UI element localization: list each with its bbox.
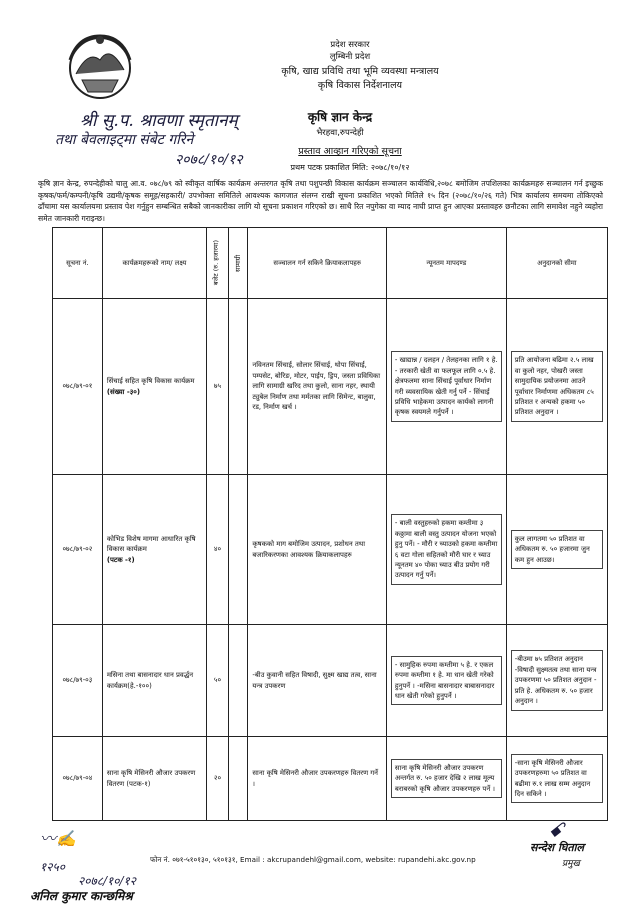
- col-header-sn: सूचना नं.: [53, 228, 103, 299]
- row-activities: साना कृषि मेसिनरी औजार उपकरणहरु वितरण गर्ने ।: [248, 737, 387, 821]
- header-location: भैरहवा,रुपन्देही: [316, 128, 364, 138]
- row-criteria: [386, 625, 506, 737]
- row-criteria-text: - सामुहिक रुपमा कम्तीमा ५ हे. र एकल रुपमा कम्तीमा १ हे. मा धान खेती गरेको हुनुपर्ने । -मसिना बासनादार बाबासनादार धान खेती गरेको हुनुपर्ने ।: [391, 656, 502, 706]
- row-program-target: (संख्या -३०): [106, 387, 141, 396]
- row-program: [102, 475, 206, 625]
- row-budget: ७५: [207, 299, 229, 475]
- nepal-emblem-icon: [62, 30, 138, 102]
- header-directorate: कृषि विकास निर्देशनालय: [317, 80, 403, 91]
- table-header-row: [53, 228, 608, 299]
- notice-title: प्रस्ताव आव्हान गरिएको सूचना: [298, 146, 402, 157]
- row-other: [228, 475, 247, 625]
- row-budget: ४०: [207, 475, 229, 625]
- col-header-program: कार्यक्रमहरूको नाम/ लक्ष्य: [102, 228, 206, 299]
- row-grant-text: -बीउमा ७५ प्रतिशत अनुदान -विषादी सुक्ष्मतत्व तथा साना यन्त्र उपकरणमा ५० प्रतिशत अनुदान - प्रति हे. अधिकतम रु. ५० हजार अनुदान ।: [511, 650, 603, 710]
- col-header-budget: [207, 228, 229, 299]
- row-grant: [506, 475, 607, 625]
- row-grant-text: कुल लागतमा ५० प्रतिशत वा अधिकतम रु. ५० हजारमा जुन कम हुन आउछ।: [511, 530, 603, 569]
- col-header-other-text: सामाग्री: [233, 254, 242, 272]
- col-header-criteria: न्यूनतम मापदण्ड: [386, 228, 506, 299]
- header-line2: लुम्बिनी प्रदेश: [329, 52, 371, 62]
- row-program-target: (पटक -१): [106, 555, 135, 564]
- row-budget: ५०: [207, 625, 229, 737]
- col-header-other: [228, 228, 247, 299]
- row-program-name: साना कृषि मेसिनरी औजार उपकरण वितरण (पटक-१): [106, 769, 196, 788]
- row-criteria: [386, 737, 506, 821]
- row-other: [228, 299, 247, 475]
- handwritten-date: २०७८/१०/१२: [175, 152, 243, 168]
- row-sn: ०७८/७९-०४: [53, 737, 103, 821]
- row-program-name: सिंचाई सहित कृषि विकास कार्यक्रम: [106, 377, 195, 386]
- right-signature-name: सन्देश घिताल: [530, 841, 584, 854]
- row-sn: ०७८/७९-०३: [53, 625, 103, 737]
- table-row: [53, 475, 608, 625]
- handwritten-line2: तथा बेवलाइट्मा संबेट गरिने: [55, 132, 194, 148]
- row-activities: कृषकको माग बमोजिम उत्पादन, प्रशोधन तथा बजारिकरणका आवश्यक क्रियाकलापहरु: [248, 475, 387, 625]
- header-ministry: कृषि, खाद्य प्रविधि तथा भूमि व्यवस्था मन्त्रालय: [281, 66, 439, 77]
- row-activities: -बीउ कुवानी सहित विषादी, सुक्ष्म खाद्य तत्व, साना यन्त्र उपकरण: [248, 625, 387, 737]
- handwritten-line1: श्री सु.प. श्रावणा स्मृतानम्: [80, 111, 238, 131]
- row-sn: ०७८/७९-०२: [53, 475, 103, 625]
- row-grant-text: प्रति आयोजना बढिमा २.५ लाख वा कुलो नहर, पोखरी जस्ता सामुदायिक प्रयोजनमा आउने पूर्वाधार निर्माणमा अधिकतम ८५ प्रतिशत र अन्यको हकमा ५० प्रतिशत अनुदान ।: [511, 351, 603, 421]
- row-other: [228, 737, 247, 821]
- row-criteria: [386, 475, 506, 625]
- row-program: [102, 625, 206, 737]
- row-program: [102, 737, 206, 821]
- row-grant: [506, 625, 607, 737]
- row-budget: २०: [207, 737, 229, 821]
- row-activities: नविनतम सिंचाई, सोलार सिंचाई, थोपा सिंचाई, पम्पसेट, बोरिङ, मोटर, पाईप, ड्रिप, जस्ता प्रविधिका लागि सामाग्री खरिद तथा कुलो, साना नहर, स्थायी ट्युबेल निर्माण तथा मर्मतका लागि सिमेन्ट, बालुवा, रड, निर्माण खर्च ।: [248, 299, 387, 475]
- header-office: कृषि ज्ञान केन्द्र: [307, 110, 373, 124]
- row-criteria-text: साना कृषि मेसिनरी औजार उपकरण अन्तर्गत रु. ५० हजार देखि २ लाख मूल्य बराबरको कृषि औजार उपकरणहरु पर्ने ।: [391, 759, 502, 798]
- header-line1: प्रदेश सरकार: [330, 40, 370, 50]
- row-grant-text: -साना कृषि मेसिनरी औजार उपकरणहरुमा ५० प्रतिशत वा बढीमा रु.१ लाख सम्म अनुदान दिन सकिने ।: [511, 754, 603, 804]
- row-grant: [506, 737, 607, 821]
- row-criteria: [386, 299, 506, 475]
- table-row: [53, 625, 608, 737]
- left-signature-num: १२५०: [40, 860, 65, 874]
- left-signature: 〰✍: [40, 829, 76, 848]
- intro-paragraph: कृषि ज्ञान केन्द्र, रुपन्देहीको चालु आ.व. ०७८/७९ को स्वीकृत वार्षिक कार्यक्रम अन्तरगत कृषि तथा पशुपन्छी विकास कार्यक्रम सञ्चालन कार्यविधि,२०७८ बमोजिम तपशिलका कार्यक्रमहरु सञ्चालन गर्न इच्छुक कृषक/फर्म/कम्पनी/कृषि उद्यमी/कृषक समूह/सहकारी/ उपभोक्ता समितिले आवश्यक कागजात संलग्न राखी सूचना प्रकाशित भएको मितिले १५ दिन (२०७८/१०/२६ गते) भित्र कार्यालय समयमा तोकिएको ढाँचामा यस कार्यालयमा प्रस्ताव पेश गर्नुहुन सम्बन्धित सबैको जानकारीका लागि यो सूचना प्रकाशन गरिएको छ। साथै रित नपुगेका वा म्याद नाघी प्राप्त हुन आएका प्रस्तावहरु छनौटका लागि समावेश नहुने व्यहोरा समेत जानकारी गराइन्छ।: [38, 179, 603, 223]
- right-signature: ꗃ: [548, 818, 564, 842]
- right-signature-title: प्रमुख: [562, 859, 580, 869]
- left-signature-date: २०७८/१०/१२: [78, 874, 137, 888]
- row-criteria-text: - बाली वस्तुहरुको हकमा कम्तीमा ३ कठ्ठामा बाली वस्तु उत्पादन योजना भएको हुनु पर्ने। - मौरी र च्याउको हकमा कम्तीमा ६ वटा गोला सहितको मौरी घार र च्याउ न्यूनतम ४० पोका च्याउ बीउ प्रयोग गरी उत्पादन गर्नु पर्ने।: [391, 514, 502, 584]
- table-row: [53, 737, 608, 821]
- program-table: [52, 227, 608, 821]
- publish-date: प्रथम पटक प्रकाशित मिति: २०७८/१०/१२: [290, 163, 410, 172]
- left-signature-name: अनिल कुमार कान्छमिश्र: [30, 889, 133, 903]
- row-program-name: कोभिड विशेष मागमा आधारित कृषि विकास कार्यक्रम: [106, 534, 196, 554]
- row-sn: ०७८/७९-०१: [53, 299, 103, 475]
- row-program: [102, 299, 206, 475]
- row-grant: [506, 299, 607, 475]
- row-other: [228, 625, 247, 737]
- table-row: [53, 299, 608, 475]
- row-program-name: मसिना तथा बासनादार धान प्रवर्द्धन कार्यक्रम(हे.-१००): [106, 671, 194, 690]
- footer-contact: फोन नं. ०७१-५१०१३०, ५१०१३१, Email : akcrupandehl@gmail.com, website: rupandehi.akc.gov.np: [150, 855, 476, 864]
- col-header-budget-text: बजेट (रु. हजारमा): [212, 240, 221, 286]
- col-header-activities: सञ्चालन गर्न सकिने क्रियाकलापहरु: [248, 228, 387, 299]
- col-header-grant: अनुदानको सीमा: [506, 228, 607, 299]
- row-criteria-text: - खाद्यान्न / दलहन / तेलहनका लागि १ हे. - तरकारी खेती वा फलफूल लागि ०.५ हे. क्षेत्रफलमा साना सिंचाई पूर्वाधार निर्माण गरी व्यवसायिक खेती गर्नु पर्ने - सिंचाई प्रविधि भाहेकमा उत्पादन कार्यको लागनी कृषक स्वयमले गर्नुपर्ने ।: [391, 351, 502, 421]
